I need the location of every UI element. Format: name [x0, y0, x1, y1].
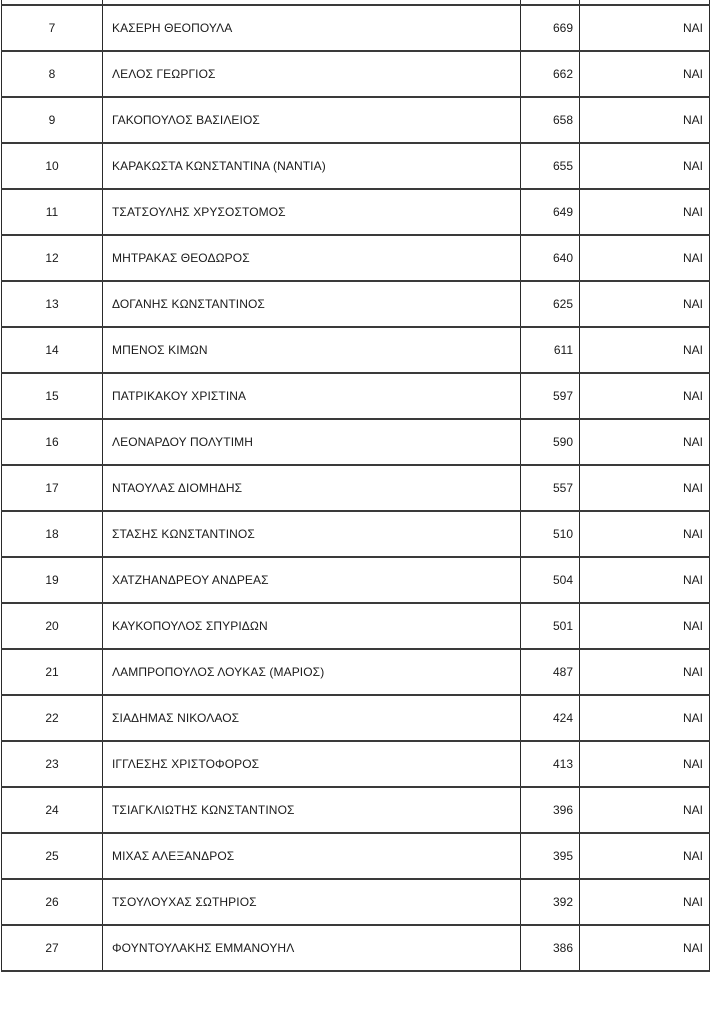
status-cell: ΝΑΙ	[580, 189, 710, 235]
score-cell: 395	[521, 833, 580, 879]
row-number-cell: 24	[2, 787, 103, 833]
name-cell: ΚΑΡΑΚΩΣΤΑ ΚΩΝΣΤΑΝΤΙΝΑ (ΝΑΝΤΙΑ)	[103, 143, 521, 189]
table-row	[2, 419, 710, 465]
score-cell: 669	[521, 5, 580, 51]
status-cell: ΝΑΙ	[580, 787, 710, 833]
row-number-cell: 7	[2, 5, 103, 51]
status-cell: ΝΑΙ	[580, 97, 710, 143]
status-cell: ΝΑΙ	[580, 511, 710, 557]
status-cell: ΝΑΙ	[580, 833, 710, 879]
status-cell: ΝΑΙ	[580, 281, 710, 327]
score-cell: 649	[521, 189, 580, 235]
table-row	[2, 189, 710, 235]
score-cell: 510	[521, 511, 580, 557]
row-number-cell: 19	[2, 557, 103, 603]
name-cell: ΛΕΟΝΑΡΔΟΥ ΠΟΛΥΤΙΜΗ	[103, 419, 521, 465]
row-number-cell: 12	[2, 235, 103, 281]
table-row	[2, 879, 710, 925]
table-row	[2, 695, 710, 741]
table-row	[2, 833, 710, 879]
status-cell: ΝΑΙ	[580, 235, 710, 281]
score-cell: 590	[521, 419, 580, 465]
table-row	[2, 327, 710, 373]
score-cell: 611	[521, 327, 580, 373]
row-number-cell: 25	[2, 833, 103, 879]
name-cell: ΜΠΕΝΟΣ ΚΙΜΩΝ	[103, 327, 521, 373]
row-number-cell: 27	[2, 925, 103, 971]
row-number-cell: 15	[2, 373, 103, 419]
row-number-cell: 13	[2, 281, 103, 327]
score-cell: 487	[521, 649, 580, 695]
score-cell: 655	[521, 143, 580, 189]
name-cell: ΜΙΧΑΣ ΑΛΕΞΑΝΔΡΟΣ	[103, 833, 521, 879]
table-row	[2, 373, 710, 419]
table-row	[2, 465, 710, 511]
table-row	[2, 235, 710, 281]
table-row	[2, 51, 710, 97]
status-cell: ΝΑΙ	[580, 695, 710, 741]
name-cell: ΜΗΤΡΑΚΑΣ ΘΕΟΔΩΡΟΣ	[103, 235, 521, 281]
name-cell: ΚΑΣΕΡΗ ΘΕΟΠΟΥΛΑ	[103, 5, 521, 51]
name-cell: ΦΟΥΝΤΟΥΛΑΚΗΣ ΕΜΜΑΝΟΥΗΛ	[103, 925, 521, 971]
name-cell: ΠΑΤΡΙΚΑΚΟΥ ΧΡΙΣΤΙΝΑ	[103, 373, 521, 419]
table-row	[2, 925, 710, 971]
row-number-cell: 22	[2, 695, 103, 741]
table-row	[2, 557, 710, 603]
status-cell: ΝΑΙ	[580, 603, 710, 649]
name-cell: ΓΑΚΟΠΟΥΛΟΣ ΒΑΣΙΛΕΙΟΣ	[103, 97, 521, 143]
row-number-cell: 14	[2, 327, 103, 373]
row-number-cell: 21	[2, 649, 103, 695]
name-cell: ΚΑΥΚΟΠΟΥΛΟΣ ΣΠΥΡΙΔΩΝ	[103, 603, 521, 649]
results-table-body	[2, 0, 710, 971]
status-cell: ΝΑΙ	[580, 419, 710, 465]
table-row	[2, 281, 710, 327]
name-cell: ΔΟΓΑΝΗΣ ΚΩΝΣΤΑΝΤΙΝΟΣ	[103, 281, 521, 327]
name-cell: ΤΣΟΥΛΟΥΧΑΣ ΣΩΤΗΡΙΟΣ	[103, 879, 521, 925]
name-cell: ΛΕΛΟΣ ΓΕΩΡΓΙΟΣ	[103, 51, 521, 97]
status-cell: ΝΑΙ	[580, 925, 710, 971]
row-number-cell: 20	[2, 603, 103, 649]
table-row	[2, 143, 710, 189]
table-row	[2, 97, 710, 143]
score-cell: 396	[521, 787, 580, 833]
name-cell: ΛΑΜΠΡΟΠΟΥΛΟΣ ΛΟΥΚΑΣ (ΜΑΡΙΟΣ)	[103, 649, 521, 695]
results-table	[1, 0, 710, 972]
name-cell: ΣΤΑΣΗΣ ΚΩΝΣΤΑΝΤΙΝΟΣ	[103, 511, 521, 557]
name-cell: ΣΙΑΔΗΜΑΣ ΝΙΚΟΛΑΟΣ	[103, 695, 521, 741]
name-cell: ΝΤΑΟΥΛΑΣ ΔΙΟΜΗΔΗΣ	[103, 465, 521, 511]
name-cell: ΤΣΑΤΣΟΥΛΗΣ ΧΡΥΣΟΣΤΟΜΟΣ	[103, 189, 521, 235]
status-cell: ΝΑΙ	[580, 741, 710, 787]
status-cell: ΝΑΙ	[580, 51, 710, 97]
score-cell: 424	[521, 695, 580, 741]
table-row	[2, 649, 710, 695]
table-row	[2, 787, 710, 833]
score-cell: 625	[521, 281, 580, 327]
score-cell: 386	[521, 925, 580, 971]
score-cell: 662	[521, 51, 580, 97]
status-cell: ΝΑΙ	[580, 465, 710, 511]
status-cell: ΝΑΙ	[580, 143, 710, 189]
row-number-cell: 18	[2, 511, 103, 557]
row-number-cell: 17	[2, 465, 103, 511]
table-row	[2, 741, 710, 787]
row-number-cell: 11	[2, 189, 103, 235]
row-number-cell: 9	[2, 97, 103, 143]
score-cell: 392	[521, 879, 580, 925]
name-cell: ΤΣΙΑΓΚΛΙΩΤΗΣ ΚΩΝΣΤΑΝΤΙΝΟΣ	[103, 787, 521, 833]
score-cell: 504	[521, 557, 580, 603]
table-row	[2, 511, 710, 557]
score-cell: 658	[521, 97, 580, 143]
table-row	[2, 603, 710, 649]
row-number-cell: 26	[2, 879, 103, 925]
score-cell: 501	[521, 603, 580, 649]
row-number-cell: 23	[2, 741, 103, 787]
score-cell: 557	[521, 465, 580, 511]
table-row	[2, 5, 710, 51]
name-cell: ΙΓΓΛΕΣΗΣ ΧΡΙΣΤΟΦΟΡΟΣ	[103, 741, 521, 787]
row-number-cell: 16	[2, 419, 103, 465]
score-cell: 597	[521, 373, 580, 419]
status-cell: ΝΑΙ	[580, 327, 710, 373]
status-cell: ΝΑΙ	[580, 649, 710, 695]
name-cell: ΧΑΤΖΗΑΝΔΡΕΟΥ ΑΝΔΡΕΑΣ	[103, 557, 521, 603]
status-cell: ΝΑΙ	[580, 557, 710, 603]
row-number-cell: 8	[2, 51, 103, 97]
status-cell: ΝΑΙ	[580, 5, 710, 51]
status-cell: ΝΑΙ	[580, 373, 710, 419]
row-number-cell: 10	[2, 143, 103, 189]
score-cell: 413	[521, 741, 580, 787]
status-cell: ΝΑΙ	[580, 879, 710, 925]
score-cell: 640	[521, 235, 580, 281]
